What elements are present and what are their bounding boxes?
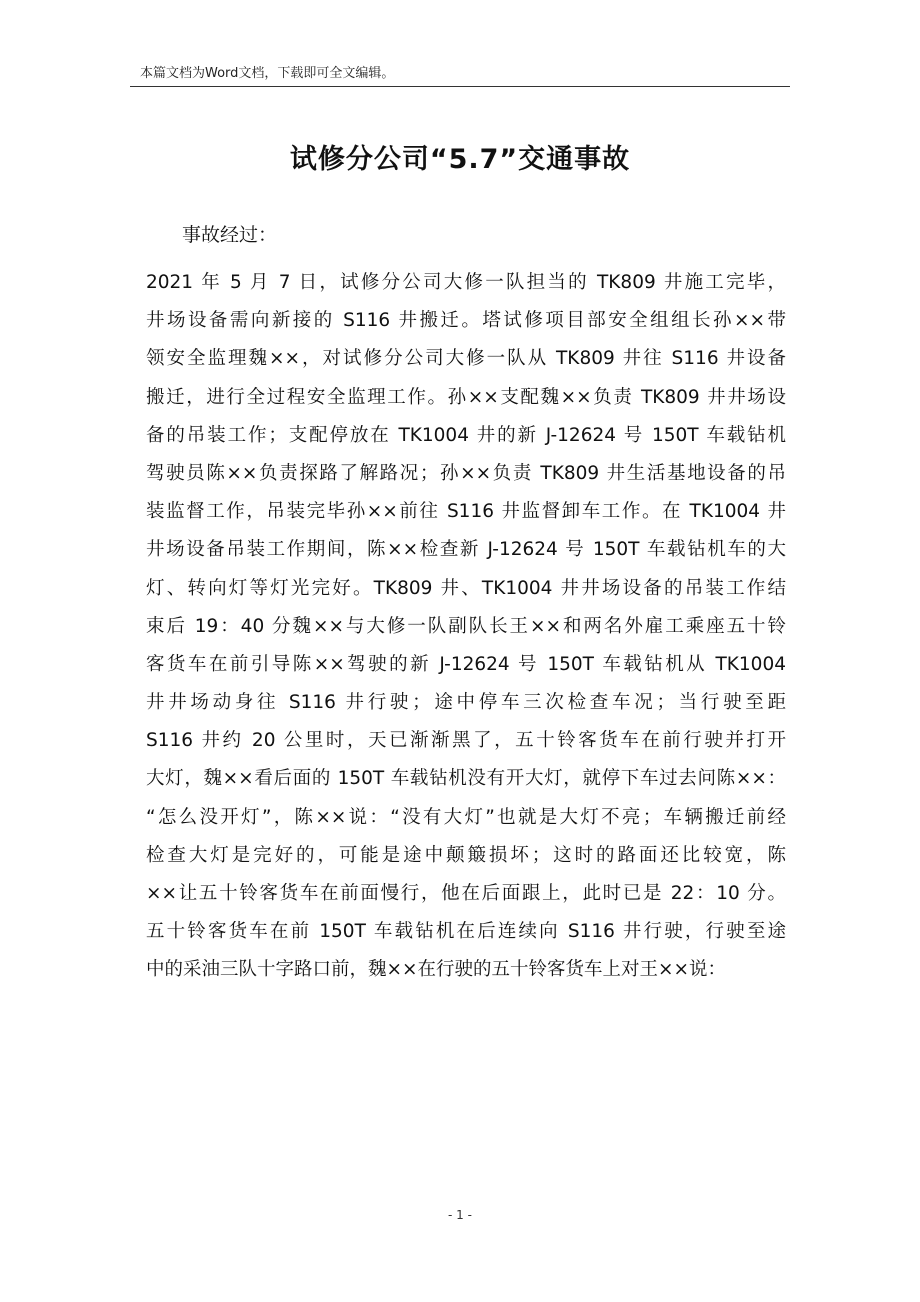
paragraph-line: 井井场动身往 S116 井行驶；途中停车三次检查车况；当行驶至距 — [146, 692, 786, 714]
header-note: 本篇文档为Word文档，下载即可全文编辑。 — [140, 66, 395, 81]
paragraph-line: 领安全监理魏××，对试修分公司大修一队从 TK809 井往 S116 井设备 — [146, 348, 786, 370]
paragraph-line: 井场设备吊装工作期间，陈××检查新 J-12624 号 150T 车载钻机车的大 — [146, 539, 786, 561]
paragraph-line: 检查大灯是完好的，可能是途中颠簸损坏；这时的路面还比较宽，陈 — [146, 844, 786, 866]
paragraph-line: 束后 19：40 分魏××与大修一队副队长王××和两名外雇工乘座五十铃 — [146, 615, 786, 637]
paragraph-line: 灯、转向灯等灯光完好。TK809 井、TK1004 井井场设备的吊装工作结 — [146, 577, 786, 599]
paragraph-line: 备的吊装工作；支配停放在 TK1004 井的新 J-12624 号 150T 车载钻机 — [146, 424, 786, 446]
paragraph-line: S116 井约 20 公里时，天已渐渐黑了，五十铃客货车在前行驶并打开 — [146, 730, 786, 752]
paragraph-line: “怎么没开灯”，陈××说：“没有大灯”也就是大灯不亮；车辆搬迁前经 — [146, 806, 786, 828]
paragraph-line: 大灯，魏××看后面的 150T 车载钻机没有开大灯，就停下车过去问陈××： — [146, 768, 786, 790]
paragraph-line: 装监督工作，吊装完毕孙××前往 S116 井监督卸车工作。在 TK1004 井 — [146, 501, 786, 523]
paragraph-line: 2021 年 5 月 7 日，试修分公司大修一队担当的 TK809 井施工完毕， — [146, 272, 786, 293]
section-label: 事故经过： — [182, 224, 278, 246]
paragraph-line: 搬迁，进行全过程安全监理工作。孙××支配魏××负责 TK809 井井场设 — [146, 386, 786, 408]
header-divider — [130, 86, 790, 87]
paragraph-line: 五十铃客货车在前 150T 车载钻机在后连续向 S116 井行驶，行驶至途 — [146, 921, 786, 943]
paragraph-line: 驾驶员陈××负责探路了解路况；孙××负责 TK809 井生活基地设备的吊 — [146, 462, 786, 484]
page-number: - 1 - — [448, 1208, 472, 1222]
body-paragraph — [146, 264, 786, 990]
paragraph-line: 中的采油三队十字路口前，魏××在行驶的五十铃客货车上对王××说： — [146, 959, 727, 981]
paragraph-line: 客货车在前引导陈××驾驶的新 J-12624 号 150T 车载钻机从 TK1004 — [146, 653, 786, 675]
document-title: 试修分公司“5.7”交通事故 — [289, 144, 631, 175]
paragraph-line: ××让五十铃客货车在前面慢行，他在后面跟上，此时已是 22：10 分。 — [146, 883, 786, 904]
paragraph-line: 井场设备需向新接的 S116 井搬迁。塔试修项目部安全组组长孙××带 — [146, 310, 786, 332]
